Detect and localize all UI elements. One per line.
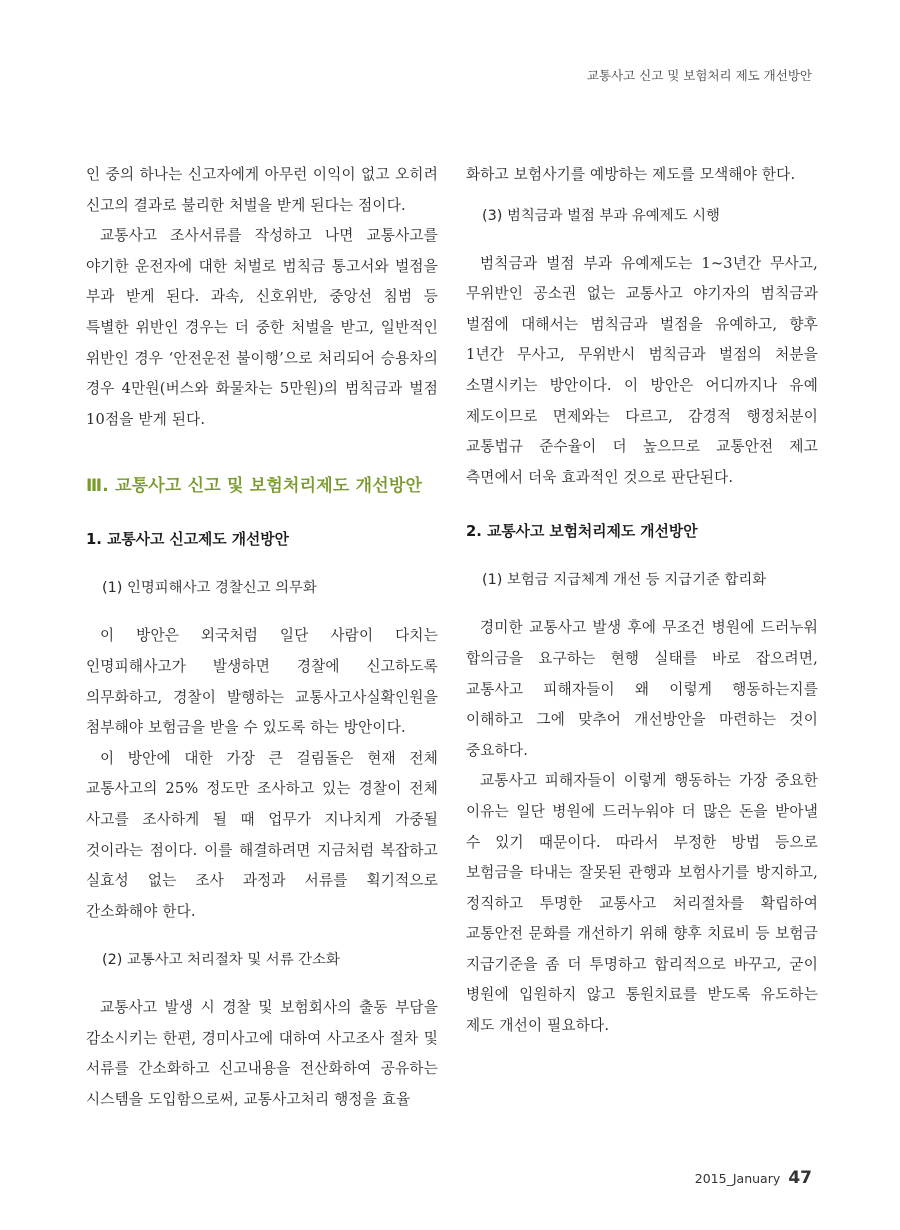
subsection-heading: (1) 인명피해사고 경찰신고 의무화 [102,580,317,597]
body-paragraph: 교통사고 피해자들이 이렇게 행동하는 가장 중요한 이유는 일단 병원에 드러누워야 더 많은 돈을 받아낼 수 있기 때문이다. 따라서 부정한 방법 등으로 보험금을 타내는 잘못된 관행과 보험사기를 방지하고, 정직하고 투명한 교통사고 처리절차를 확립하여 교통안전 문화를 개선하기 위해 향후 치료비 등 보험금 지급기준을 좀 더 투명하고 합리적으로 바꾸고, 굳이 병원에 입원하지 않고 통원치료를 받도록 유도하는 제도 개선이 필요하다. [466,772,818,1035]
page-number: 47 [788,1168,812,1188]
chapter-heading: Ⅲ. 교통사고 신고 및 보험처리제도 개선방안 [86,476,423,497]
section-heading: 2. 교통사고 보험처리제도 개선방안 [466,523,698,541]
page-footer [695,1168,812,1188]
body-paragraph: 화하고 보험사기를 예방하는 제도를 모색해야 한다. [466,166,796,183]
subsection-heading: (3) 범칙금과 벌점 부과 유예제도 시행 [482,207,720,224]
body-paragraph: 이 방안은 외국처럼 일단 사람이 다치는 인명피해사고가 발생하면 경찰에 신고하도록 의무화하고, 경찰이 발행하는 교통사고사실확인원을 첨부해야 보험금을 받을 수 있도록 하는 방안이다. [86,627,438,737]
issue-label: 2015_January [694,1171,781,1186]
running-header-title: 교통사고 신고 및 보험처리 제도 개선방안 [586,68,812,83]
right-column [466,160,818,1042]
body-paragraph: 교통사고 발생 시 경찰 및 보험회사의 출동 부담을 감소시키는 한편, 경미사고에 대하여 사고조사 절차 및 서류를 간소화하고 신고내용을 전산화하여 공유하는 시스템을 도입함으로써, 교통사고처리 행정을 효율 [86,999,438,1109]
body-paragraph: 인 중의 하나는 신고자에게 아무런 이익이 없고 오히려 신고의 결과로 불리한 처벌을 받게 된다는 점이다. [86,166,438,214]
section-heading: 1. 교통사고 신고제도 개선방안 [86,531,289,549]
subsection-heading: (1) 보험금 지급체계 개선 등 지급기준 합리화 [482,572,767,589]
left-column [86,160,438,1116]
body-paragraph: 경미한 교통사고 발생 후에 무조건 병원에 드러누워 합의금을 요구하는 현행 실태를 바로 잡으려면, 교통사고 피해자들이 왜 이렇게 행동하는지를 이해하고 그에 맞추어 개선방안을 마련하는 것이 중요하다. [466,619,818,759]
body-paragraph: 이 방안에 대한 가장 큰 걸림돌은 현재 전체 교통사고의 25% 정도만 조사하고 있는 경찰이 전체 사고를 조사하게 될 때 업무가 지나치게 가중될 것이라는 점이다. 이를 해결하려면 지금처럼 복잡하고 실효성 없는 조사 과정과 서류를 획기적으로 간소화해야 한다. [86,749,438,920]
body-paragraph: 범칙금과 벌점 부과 유예제도는 1~3년간 무사고, 무위반인 공소권 없는 교통사고 야기자의 범칙금과 벌점에 대해서는 범칙금과 벌점을 유예하고, 향후 1년간 무사고, 무위반시 범칙금과 벌점의 처분을 소멸시키는 방안이다. 이 방안은 어디까지나 유예 제도이므로 면제와는 다르고, 감경적 행정처분이 교통법규 준수율이 더 높으므로 교통안전 제고 측면에서 더욱 효과적인 것으로 판단된다. [466,254,818,486]
subsection-heading: (2) 교통사고 처리절차 및 서류 간소화 [102,952,340,969]
body-paragraph: 교통사고 조사서류를 작성하고 나면 교통사고를 야기한 운전자에 대한 처벌로 범칙금 통고서와 벌점을 부과 받게 된다. 과속, 신호위반, 중앙선 침범 등 특별한 위반인 경우는 더 중한 처벌을 받고, 일반적인 위반인 경우 ‘안전운전 불이행’으로 처리되어 승용차의 경우 4만원(버스와 화물차는 5만원)의 범칙금과 벌점 10점을 받게 된다. [86,227,438,428]
